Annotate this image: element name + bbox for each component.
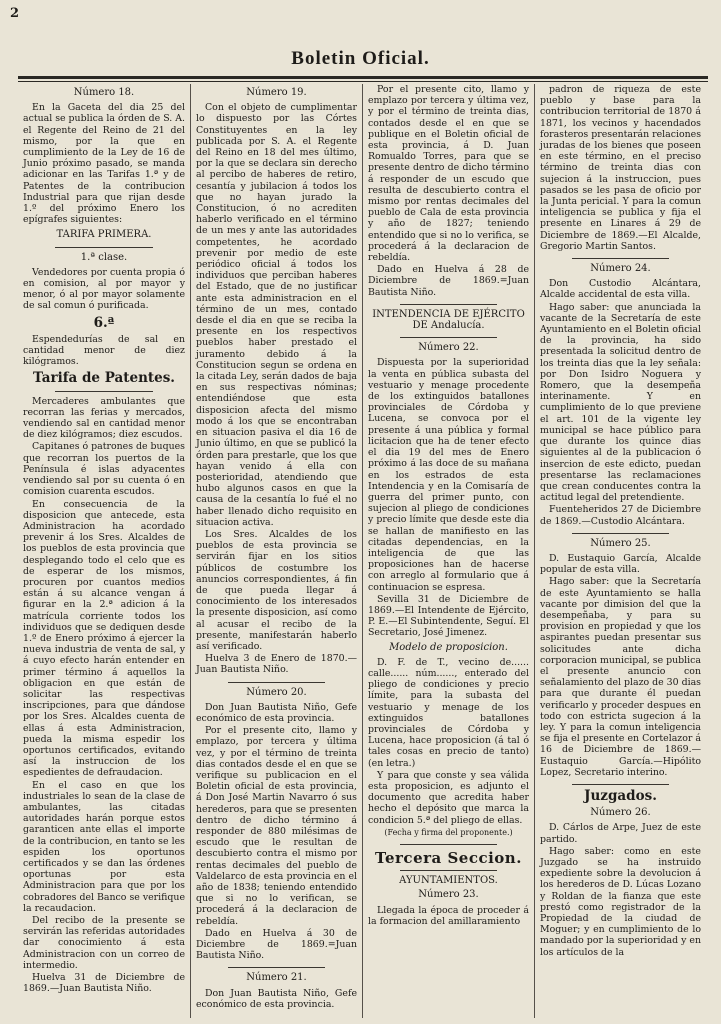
- notice-23-text-cont: padron de riqueza de este pueblo y base para la contribucion territorial de 1870 á 1871, los vecinos y hacendados forasteros presentarán relaciones juradas de los bienes que poseen en este término, en el preciso término de treinta dias con sujecion á la instruccion, pues pasados se les pasa de oficio por la Junta pericial. Y para la comun inteligencia se publica y fija el presente en Linares á 29 de Diciembre de 1869.—El Alcalde, Gregorio Martin Santos.: [540, 84, 702, 252]
- notice-26-text: Hago saber: como en este Juzgado se ha instruido expediente sobre la devolucion á los herederos de D. Lúcas Lozano y Roldan de la fianza que este prestó como registrador de la Propiedad de la ciudad de Moguer; y en cumplimiento de lo mandado por la superioridad y en los artículos de la: [540, 845, 701, 958]
- masthead-title: Boletin Oficial.: [291, 48, 430, 69]
- top-rule-thin: [18, 81, 708, 82]
- page-number: 2: [10, 6, 20, 21]
- column-4: [534, 84, 706, 1018]
- notice-24-text: Hago saber: que anunciada la vacante de la Secretaría de este Ayuntamiento en el Boletin oficial de la provincia, ha sido presentada la solicitud dentro de los treinta dias que la ley señala: por Don Isidro Noguera y Romero, que la desempeña interinamente. Y en cumplimiento de lo que previene el art. 101 de la vigente ley municipal se hace público para que durante los quince dias siguientes al de la publicacion ó insercion de este edicto, puedan presentarse las reclamaciones que crean conducentes contra la actitud legal del pretendiente.: [540, 301, 701, 504]
- sexta-text: Espendedurías de sal en cantidad menor de diez kilógramos.: [23, 333, 185, 368]
- notice-22-signature: Sevilla 31 de Diciembre de 1869.—El Intendente de Ejército, P. E.—El Subintendente, Seguí. El Secretario, José Jimenez.: [368, 593, 529, 639]
- divider: [572, 258, 669, 259]
- divider: [55, 391, 152, 392]
- divider: [228, 967, 325, 968]
- tercera-seccion-heading: Tercera Seccion.: [375, 849, 522, 867]
- column-3: [362, 84, 534, 1018]
- ayuntamientos-heading: AYUNTAMIENTOS.: [399, 875, 498, 887]
- divider: [228, 682, 325, 683]
- notice-19-signature: Huelva 3 de Enero de 1870.—Juan Bautista Niño.: [196, 653, 357, 676]
- divider: [400, 844, 497, 845]
- modelo-text-2: Y para que conste y sea válida esta proposicion, es adjunto el documento que acredita haber hecho el depósito que marca la condicion 5.ª del pliego de ellas.: [368, 769, 529, 826]
- notice-21-title: Número 21.: [246, 972, 307, 984]
- notice-23-title: Número 23.: [418, 889, 479, 901]
- top-rule: [18, 76, 708, 79]
- patentes-text-2: Capitanes ó patrones de buques que recorran los puertos de la Península é islas adyacentes vendiendo sal por su cuenta ó en comision cuarenta escudos.: [23, 441, 185, 498]
- divider: [400, 304, 497, 305]
- notice-21-signature: Dado en Huelva á 28 de Diciembre de 1869.=Juan Bautista Niño.: [368, 264, 529, 298]
- notice-21-text: Por el presente cito, llamo y emplazo por tercera y última vez, y por el término de treinta dias, contados desde el en que se publique en el Boletin oficial de esta provincia, á D. Juan Romualdo Torres, para que se presente dentro de dicho término á responder de un escudo que resulta de descubierto contra el mismo por rentas decimales del pueblo de Cala de esta provincia y año de 1827; teniendo entendido que si no lo verifica, se procederá á la declaracion de rebeldía.: [368, 84, 529, 264]
- intendencia-heading: INTENDENCIA DE EJÉRCITO DE Andalucía.: [372, 308, 525, 332]
- notice-18-signature: Huelva 31 de Diciembre de 1869.—Juan Bautista Niño.: [23, 972, 185, 995]
- notice-23-text: Llegada la época de proceder á la formacion del amillaramiento: [368, 904, 529, 927]
- columns: [18, 84, 708, 1018]
- notice-25-title: Número 25.: [590, 537, 651, 549]
- notice-20-heading: Don Juan Bautista Niño, Gefe económico de esta provincia.: [196, 701, 357, 724]
- modelo-heading: Modelo de proposicion.: [389, 641, 508, 653]
- patentes-text-1: Mercaderes ambulantes que recorran las ferias y mercados, vendiendo sal en cantidad menor de diez kilógramos; diez escudos.: [23, 395, 185, 441]
- notice-24-title: Número 24.: [590, 263, 651, 275]
- notice-19-title: Número 19.: [246, 87, 307, 98]
- juzgados-heading: Juzgados.: [584, 787, 657, 804]
- divider: [400, 870, 497, 871]
- notice-18-title: Número 18.: [73, 87, 135, 98]
- notice-20-title: Número 20.: [246, 686, 307, 698]
- clase-text: Vendedores por cuenta propia ó en comision, al por mayor y menor, ó al por mayor solamente de sal comun ó purificada.: [23, 266, 185, 312]
- notice-19-text-2: Los Sres. Alcaldes de los pueblos de esta provincia se servirán fijar en los sitios públicos de costumbre los anuncios correspondientes, á fin de que pueda llegar á conocimiento de los interesados la presente disposicion, así como al acusar el recibo de la presente, manifestarán haberlo así verificado.: [196, 528, 357, 652]
- divider: [400, 337, 497, 338]
- clase-heading: 1.ª clase.: [80, 251, 128, 263]
- notice-21-heading: Don Juan Bautista Niño, Gefe económico de esta provincia.: [196, 987, 357, 1010]
- notice-25-text: Hago saber: que la Secretaría de este Ayuntamiento se halla vacante por dimision del que la desempeñaba, y para su provision en propiedad y que los aspirantes puedan presentar sus solicitudes ante dicha corporacion municipal, se publica el presente anuncio con señalamiento del plazo de 30 dias para que durante él puedan verificarlo y proceder despues en todo con estricta sugecion á la ley. Y para la comun inteligencia se fija el presente en Cortelazor á 16 de Diciembre de 1869.—Eustaquio García.—Hipólito Lopez, Secretario interino.: [540, 576, 701, 778]
- notice-22-text: Dispuesta por la superioridad la venta en pública subasta del vestuario y menage procedente de los extinguidos batallones provinciales de Córdoba y Lucena, se convoca por el presente á una pública y formal licitacion que ha de tener efecto el dia 19 del mes de Enero próximo á las doce de su mañana en los estrados de esta Intendencia y en la Comisaría de guerra del primer punto, con sujecion al pliego de condiciones y precio límite que desde este dia se hallan de manifiesto en las citadas dependencias, en la inteligencia de que las proposiciones han de hacerse con arreglo al formulario que á continuacion se espresa.: [368, 357, 529, 593]
- notice-26-heading: D. Cárlos de Arpe, Juez de este partido.: [540, 822, 701, 845]
- patentes-text-4: En el caso en que los industriales lo sean de la clase de ambulantes, las citadas autoridades harán porque estos garanticen ante ellas el importe de la contribucion, en tanto se les espiden los oportunos certificados y se dan las órdenes oportunas por esta Administracion para que por los cobradores del Banco se verifique la recaudacion.: [23, 779, 185, 914]
- notice-25-heading: D. Eustaquio García, Alcalde popular de esta villa.: [540, 552, 701, 576]
- notice-20-text: Por el presente cito, llamo y emplazo, por tercera y última vez, y por el término de treinta dias contados desde el en que se verifique su publicacion en el Boletin oficial de esta provincia, á Don José Martin Navarro ó sus herederos, para que se presenten dentro de dicho término á responder de 880 milésimas de escudo que le resultan de descubierto contra el mismo por rentas decimales del pueblo de Valdelarco de esta provincia en el año de 1838; teniendo entendido que si no lo verifican, se procederá á la declaracion de rebeldía.: [196, 725, 357, 927]
- tarifa-primera-heading: TARIFA PRIMERA.: [56, 229, 152, 241]
- notice-24-heading: Don Custodio Alcántara, Alcalde accidental de esta villa.: [540, 278, 701, 301]
- column-1: [18, 84, 190, 1018]
- tarifa-patentes-heading: Tarifa de Patentes.: [32, 370, 176, 387]
- column-2: [190, 84, 362, 1018]
- patentes-text-3: En consecuencia de la disposicion que antecede, esta Administracion ha acordado prevenir á los Sres. Alcaldes de los pueblos de esta provincia que desplegando todo el celo que es de esperar de los mismos, procuren por cuantos medios están á su alcance vengan á figurar en la 2.ª adicion á la matrícula corriente todos los individuos que se dediquen desde 1.º de Enero próximo á ejercer la nueva industria de venta de sal, y á cuyo efecto harán entender en primer término á aquellos la obligacion en que están de solicitar las respectivas inscripciones, para que dándose por los Sres. Alcaldes cuenta de ellas á esta Administracion, pueda la misma espedir los oportunos certificados, evitando así la instruccion de los espedientes de defraudacion.: [23, 498, 185, 779]
- divider: [572, 533, 669, 534]
- modelo-text-1: D. F. de T., vecino de...... calle...... núm......, enterado del pliego de condiciones y precio límite, para la subasta del vestuario y menage de los extinguidos batallones provinciales de Córdoba y Lucena, hace proposicion (á tal ó tales cosas en precio de tanto) (en letra.): [368, 656, 529, 769]
- notice-19-text-1: Con el objeto de cumplimentar lo dispuesto por las Córtes Constituyentes en la ley publicada por S. A. el Regente del Reino en 18 del mes último, por la que se declara sin derecho al percibo de haberes de retiro, cesantía y jubilacion á todos los que no hayan jurado la Constitucion, ó no acrediten haberlo verificado en el término de un mes y ante las autoridades competentes, he acordado prevenir por medio de este periódico oficial á todos los individuos que perciban haberes del Estado, que de no justificar ante esta administracion en el término de un mes, contado desde el dia en que se reciba la presente en los respectivos pueblos haber prestado el juramento debido á la Constitucion segun se ordena en la citada Ley, serán dados de baja en sus respectivas nóminas; entendiéndose que esta disposicion afecta del mismo modo á los que se encontraban en situacion pasiva el dia 16 de Junio último, en que se publicó la órden para prestarle, que los que hayan venido á ella con posterioridad, atendiendo que hubo algunos casos en que la causa de la cesantía lo fué el no haber llenado dicho requisito en situacion activa.: [196, 102, 357, 528]
- notice-18-text: En la Gaceta del dia 25 del actual se publica la órden de S. A. el Regente del Reino de 21 del mismo, por la que en cumplimiento de la Ley de 16 de Junio próximo pasado, se manda adicionar en las Tarifas 1.ª y de Patentes de la contribucion Industrial para que rijan desde 1.º del próximo Enero los epígrafes siguientes:: [23, 102, 185, 226]
- divider: [572, 784, 669, 785]
- notice-26-title: Número 26.: [590, 807, 651, 819]
- notice-24-signature: Fuenteheridos 27 de Diciembre de 1869.—Custodio Alcántara.: [540, 504, 701, 527]
- notice-20-signature: Dado en Huelva á 30 de Diciembre de 1869.=Juan Bautista Niño.: [196, 927, 357, 962]
- sexta-heading: 6.ª: [93, 314, 115, 331]
- patentes-text-5: Del recibo de la presente se servirán las referidas autoridades dar conocimiento á esta Administracion con un correo de intermedio.: [23, 915, 185, 971]
- notice-22-title: Número 22.: [418, 342, 479, 354]
- divider: [55, 247, 152, 248]
- modelo-date-note: (Fecha y firma del proponente.): [384, 827, 513, 837]
